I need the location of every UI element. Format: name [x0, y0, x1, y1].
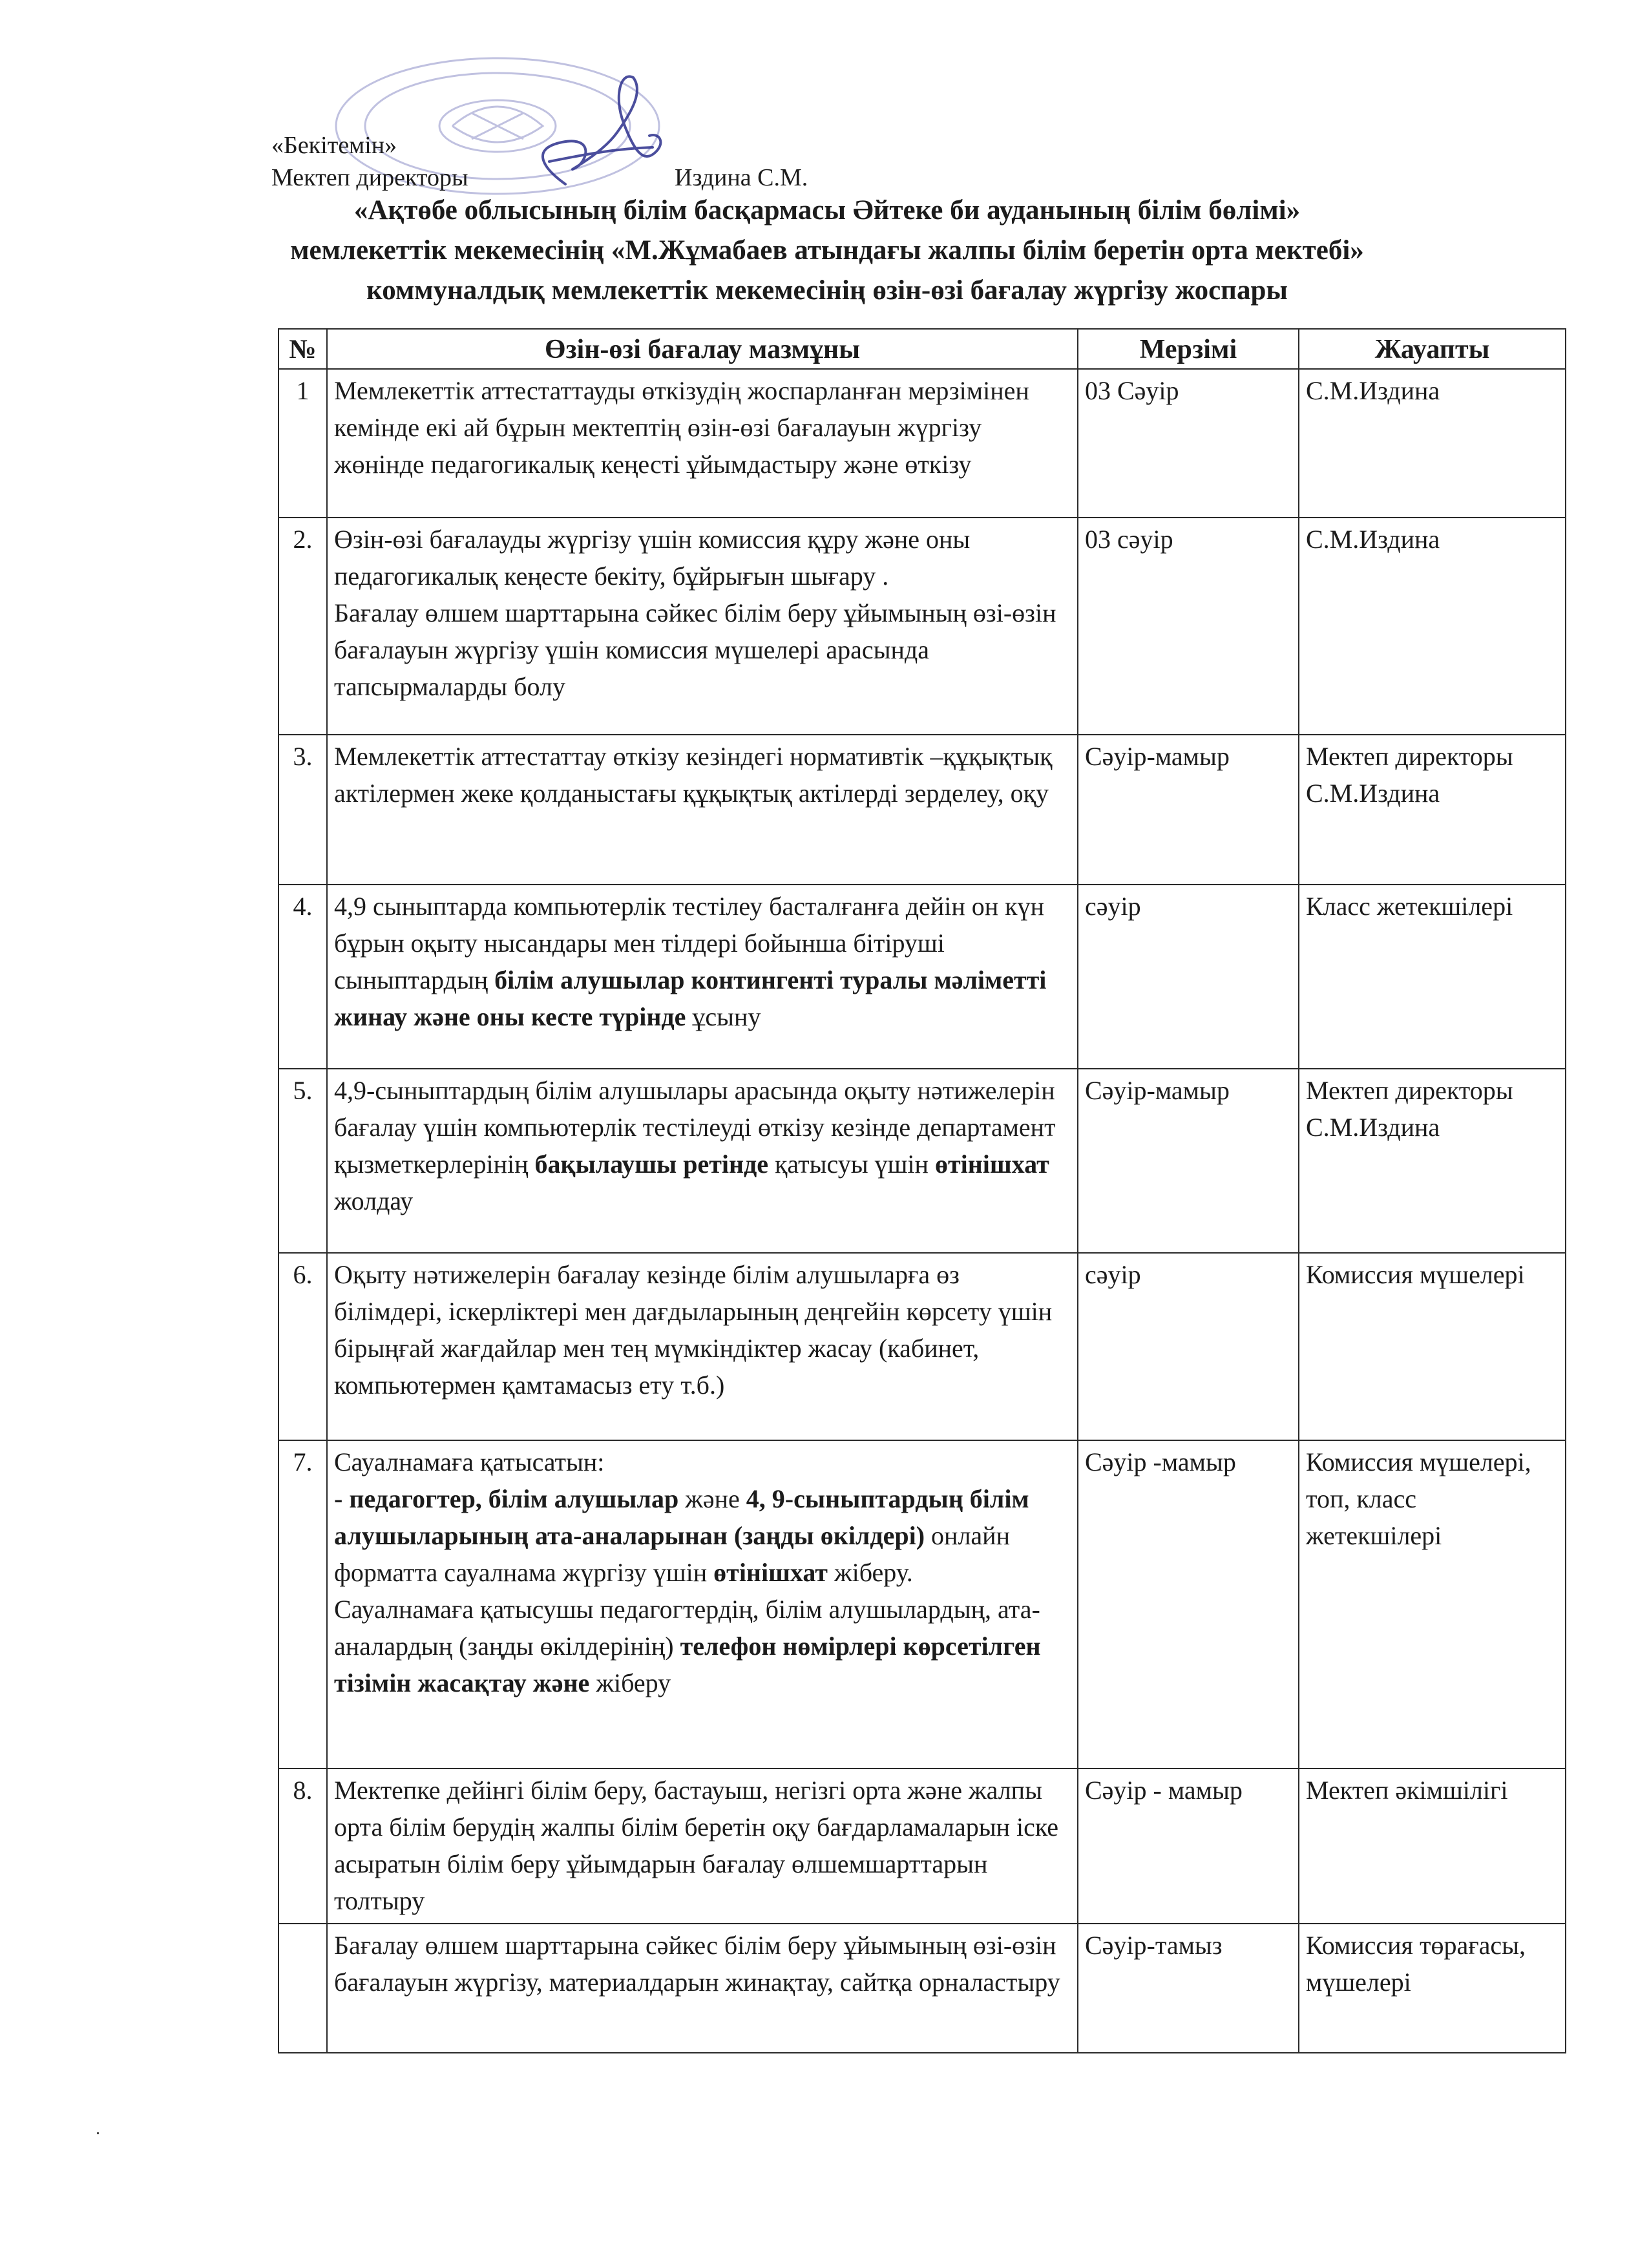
row-deadline: Сәуір-мамыр — [1078, 735, 1299, 885]
row-responsible: Мектеп директоры С.М.Издина — [1299, 735, 1566, 885]
content-text: онлайн форматта сауалнама жүргізу үшін — [334, 1521, 1010, 1587]
content-text: Сауалнамаға қатысатын: — [334, 1447, 605, 1476]
content-bold-text: білім алушылар контингенті туралы мәліметті жинау және оны кесте түрінде — [334, 965, 1047, 1031]
content-bold-text: 4, 9-сыныптардың білім алушыларының ата-аналарынан (заңды өкілдері) — [334, 1484, 1029, 1550]
table-row — [278, 1440, 1566, 1769]
table-row — [278, 1924, 1566, 2053]
content-text: Мемлекеттік аттестаттауды өткізудің жоспарланған мерзімінен кемінде екі ай бұрын мектептің өзін-өзі бағалауын жүргізу жөнінде педагогикалық кеңесті ұйымдастыру және өткізу — [334, 376, 1029, 479]
table-row — [278, 1253, 1566, 1440]
row-number: 1 — [278, 369, 327, 518]
row-deadline: Сәуір-мамыр — [1078, 1069, 1299, 1253]
content-bold-text: өтінішхат — [713, 1558, 828, 1587]
row-number: 7. — [278, 1440, 327, 1769]
row-content — [327, 885, 1078, 1069]
self-assessment-plan-table — [278, 328, 1566, 2053]
row-content — [327, 735, 1078, 885]
title-line-2: мемлекеттік мекемесінің «М.Жұмабаев атындағы жалпы білім беретін орта мектебі» — [290, 235, 1364, 266]
header-content: Өзін-өзі бағалау мазмұны — [327, 329, 1078, 369]
table-row — [278, 369, 1566, 518]
content-text: Оқыту нәтижелерін бағалау кезінде білім алушыларға өз білімдері, іскерліктері мен дағдыларының деңгейін көрсету үшін бірыңғай жағдайлар мен тең мүмкіндіктер жасау (кабинет, компьютермен қамтамасыз ету т.б.) — [334, 1260, 1053, 1400]
row-number — [278, 1924, 327, 2053]
title-line-1: «Ақтөбе облысының білім басқармасы Әйтеке би ауданының білім бөлімі» — [353, 195, 1301, 226]
table-header-row — [278, 329, 1566, 369]
row-responsible: С.М.Издина — [1299, 369, 1566, 518]
content-text: Өзін-өзі бағалауды жүргізу үшін комиссия құру және оны педагогикалық кеңесте бекіту, бұйрығын шығару . — [334, 525, 971, 591]
row-deadline: Сәуір-тамыз — [1078, 1924, 1299, 2053]
document-title — [194, 191, 1460, 311]
content-text: ұсыну — [692, 1002, 761, 1031]
approval-block — [271, 129, 808, 194]
content-text: жіберу. — [827, 1558, 913, 1587]
row-responsible: Комиссия мүшелері — [1299, 1253, 1566, 1440]
header-number: № — [278, 329, 327, 369]
content-text: және — [678, 1484, 746, 1513]
row-deadline: Сәуір -мамыр — [1078, 1440, 1299, 1769]
row-content — [327, 518, 1078, 735]
row-deadline: сәуір — [1078, 885, 1299, 1069]
table-row — [278, 1769, 1566, 1924]
content-text: Сауалнамаға қатысушы педагогтердің, білім алушылардың, ата-аналардың (заңды өкілдерінің) — [334, 1595, 1040, 1661]
content-bold-text: - педагогтер, білім алушылар — [334, 1484, 679, 1513]
row-number: 5. — [278, 1069, 327, 1253]
row-responsible: Класс жетекшілері — [1299, 885, 1566, 1069]
row-responsible: Комиссия мүшелері, топ, класс жетекшілері — [1299, 1440, 1566, 1769]
title-line-3: коммуналдық мемлекеттік мекемесінің өзін-өзі бағалау жүргізу жоспары — [366, 275, 1288, 306]
approval-position: Мектеп директоры — [271, 164, 468, 191]
content-text: Мектепке дейінгі білім беру, бастауыш, негізгі орта және жалпы орта білім берудің жалпы білім беретін оқу бағдарламаларын іске асыратын білім беру ұйымдарын бағалау өлшемшарттарын толтыру — [334, 1776, 1059, 1915]
row-responsible: Комиссия төрағасы, мүшелері — [1299, 1924, 1566, 2053]
row-responsible: С.М.Издина — [1299, 518, 1566, 735]
row-responsible: Мектеп әкімшілігі — [1299, 1769, 1566, 1924]
row-content — [327, 1253, 1078, 1440]
header-deadline: Мерзімі — [1078, 329, 1299, 369]
table-row — [278, 1069, 1566, 1253]
content-text: Мемлекеттік аттестаттау өткізу кезіндегі нормативтік –құқықтық актілермен жеке қолданыстағы құқықтық актілерді зерделеу, оқу — [334, 742, 1053, 808]
content-bold-text: бақылаушы ретінде — [534, 1150, 768, 1179]
table-row — [278, 735, 1566, 885]
approval-title: «Бекітемін» — [271, 132, 397, 159]
content-bold-text: телефон нөмірлері көрсетілген тізімін жасақтау және — [334, 1632, 1041, 1697]
content-text: Бағалау өлшем шарттарына сәйкес білім беру ұйымының өзі-өзін бағалауын жүргізу, материалдарын жинақтау, сайтқа орналастыру — [334, 1931, 1060, 1997]
row-content — [327, 1069, 1078, 1253]
row-number: 6. — [278, 1253, 327, 1440]
table-body — [278, 369, 1566, 2053]
content-text: 4,9 сыныптарда компьютерлік тестілеу басталғанға дейін он күн бұрын оқыту нысандары мен тілдері бойынша бітіруші сыныптардың — [334, 892, 1044, 994]
row-content — [327, 1924, 1078, 2053]
row-deadline: сәуір — [1078, 1253, 1299, 1440]
content-text: 4,9-сыныптардың білім алушылары арасында оқыту нәтижелерін бағалау үшін компьютерлік тестілеуді өткізу кезінде департамент қызметкерлерінің — [334, 1076, 1056, 1179]
content-bold-text: өтінішхат — [934, 1150, 1049, 1179]
content-text: жолдау — [334, 1186, 414, 1215]
row-deadline: Сәуір - мамыр — [1078, 1769, 1299, 1924]
row-number: 2. — [278, 518, 327, 735]
row-number: 4. — [278, 885, 327, 1069]
row-content — [327, 1440, 1078, 1769]
row-deadline: 03 Сәуір — [1078, 369, 1299, 518]
row-number: 3. — [278, 735, 327, 885]
row-content — [327, 1769, 1078, 1924]
approval-director-name: Издина С.М. — [675, 164, 808, 191]
table-row — [278, 885, 1566, 1069]
row-number: 8. — [278, 1769, 327, 1924]
content-text: жіберу — [589, 1668, 671, 1697]
director-signature — [504, 71, 698, 200]
row-content — [327, 369, 1078, 518]
table-row — [278, 518, 1566, 735]
content-text: Бағалау өлшем шарттарына сәйкес білім беру ұйымының өзі-өзін бағалауын жүргізу үшін комиссия мүшелері арасында тапсырмаларды болу — [334, 598, 1056, 701]
row-responsible: Мектеп директоры С.М.Издина — [1299, 1069, 1566, 1253]
header-responsible: Жауапты — [1299, 329, 1566, 369]
row-deadline: 03 сәуір — [1078, 518, 1299, 735]
content-text: қатысуы үшін — [768, 1150, 935, 1179]
scan-speck — [97, 2132, 99, 2134]
